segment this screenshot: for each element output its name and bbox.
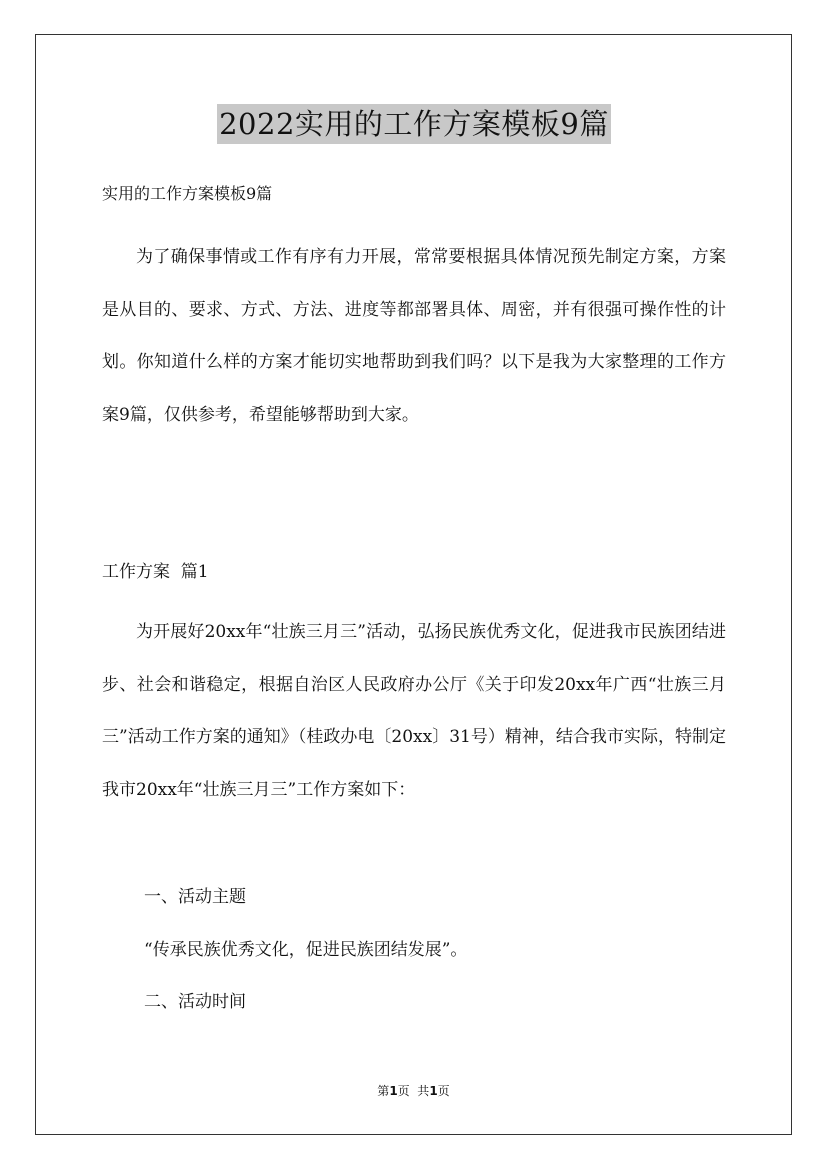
section-heading: 工作方案 篇1: [102, 562, 209, 582]
footer-total-pages: 1: [429, 1084, 438, 1098]
theme-text: “传承民族优秀文化，促进民族团结发展”。: [144, 940, 468, 960]
subheading-time: 二、活动时间: [144, 992, 246, 1012]
intro-paragraph: 为了确保事情或工作有序有力开展，常常要根据具体情况预先制定方案，方案是从目的、要求、方式、方法、进度等都部署具体、周密，并有很强可操作性的计划。你知道什么样的方案才能切实地帮助到我们吗？以下是我为大家整理的工作方案9篇，仅供参考，希望能够帮助到大家。: [102, 247, 726, 425]
title-wrap: [102, 96, 726, 148]
footer-suffix: 页: [437, 1084, 450, 1098]
footer-prefix: 第: [377, 1084, 390, 1098]
footer-page-number: 1: [389, 1084, 398, 1098]
document-body: [102, 96, 726, 1012]
footer-mid: 页 共: [397, 1084, 430, 1098]
subheading-theme: 一、活动主题: [144, 887, 246, 907]
document-subtitle: 实用的工作方案模板9篇: [102, 184, 273, 203]
document-title: 2022实用的工作方案模板9篇: [217, 104, 611, 144]
page-footer: [0, 1082, 827, 1099]
section-paragraph: 为开展好20xx年“壮族三月三”活动，弘扬民族优秀文化，促进我市民族团结进步、社会和谐稳定，根据自治区人民政府办公厅《关于印发20xx年广西“壮族三月三”活动工作方案的通知》（桂政办电〔20xx〕31号）精神，结合我市实际，特制定我市20xx年“壮族三月三”工作方案如下：: [102, 622, 726, 800]
